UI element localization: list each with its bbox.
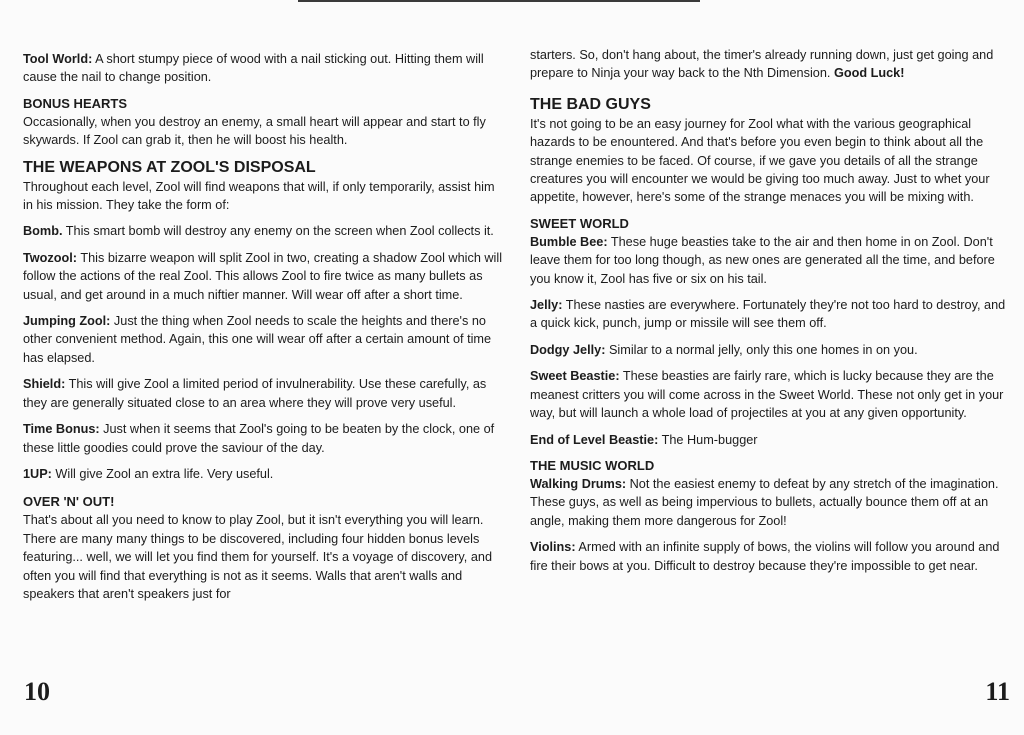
bad-guys-heading: THE BAD GUYS	[530, 95, 651, 113]
enemy-item-jelly	[530, 296, 1008, 333]
over-n-out-heading: OVER 'N' OUT!	[23, 494, 115, 510]
weapon-item-time-bonus	[23, 420, 503, 457]
term: Bomb.	[23, 224, 63, 239]
term: Jelly:	[530, 298, 563, 313]
weapon-item-jumping-zool	[23, 312, 503, 367]
music-world-heading: THE MUSIC WORLD	[530, 457, 655, 473]
description: These nasties are everywhere. Fortunately they're not too hard to destroy, and a quick kick, punch, jump or missile will see them off.	[530, 298, 1006, 331]
bad-guys-paragraph: It's not going to be an easy journey for Zool what with the various geographical hazards to be enountered. And that's before you even begin to think about all the strange enemies to be faced. Of course, if we gave you details of all the strange creatures you will encounter we would be giving too much away. Just to whet your appetite, however, here's some of the strange menaces you will be mixing with.	[530, 116, 990, 205]
left-page-column	[23, 50, 503, 611]
weapons-intro: Throughout each level, Zool will find weapons that will, if only temporarily, assist him in his mission. They take the form of:	[23, 179, 495, 213]
term: End of Level Beastie:	[530, 432, 659, 447]
page-number-right: 11	[985, 677, 1010, 706]
continuation-text: starters. So, don't hang about, the timer's already running down, just get going and prepare to Ninja your way back to the Nth Dimension.	[530, 48, 994, 81]
weapon-item-1up	[23, 465, 503, 483]
enemy-item-sweet-beastie	[530, 367, 1008, 422]
term: Time Bonus:	[23, 422, 100, 437]
description: These beasties are fairly rare, which is lucky because they are the meanest critters you will come across in the Sweet World. These not only get in your way, but will launch a whole load of projectiles at you at any given opportunity.	[530, 369, 1004, 421]
term: Jumping Zool:	[23, 314, 111, 329]
description: Not the easiest enemy to defeat by any stretch of the imagination. These guys, as well as being impervious to bullets, actually bounce them off at an angle, making them more dangerous for Zool!	[530, 476, 999, 528]
description: A short stumpy piece of wood with a nail sticking out. Hitting them will cause the nail to change position.	[23, 52, 484, 85]
enemy-item-end-of-level-beastie	[530, 431, 1008, 449]
weapon-item-shield	[23, 375, 503, 412]
bonus-hearts-heading: BONUS HEARTS	[23, 95, 128, 111]
over-n-out-paragraph: That's about all you need to know to play Zool, but it isn't everything you will learn. There are many many things to be discovered, including four hidden bonus levels featuring... well, we will let you find them for yourself. It's a voyage of discovery, and often you will find that everything is not as it seems. Walls that aren't walls and speakers that aren't speakers just for	[23, 513, 493, 601]
term: Violins:	[530, 540, 576, 555]
bonus-hearts-paragraph: Occasionally, when you destroy an enemy, a small heart will appear and start to fly skywards. If Zool can grab it, then he will boost his health.	[23, 114, 486, 148]
weapon-item-twozool	[23, 249, 503, 304]
term: Dodgy Jelly:	[530, 342, 606, 357]
description: Armed with an infinite supply of bows, the violins will follow you around and fire their bows at you. Difficult to destroy because they're impossible to get near.	[530, 540, 1000, 573]
enemy-item-bumble-bee	[530, 233, 1008, 288]
good-luck-text: Good Luck!	[833, 66, 905, 81]
term: Tool World:	[23, 52, 93, 66]
weapons-heading: THE WEAPONS AT ZOOL'S DISPOSAL	[23, 158, 316, 176]
term: Bumble Bee:	[530, 234, 608, 249]
tool-world-paragraph	[23, 50, 503, 87]
description: Just the thing when Zool needs to scale the heights and there's no other convenient method. Again, this one will wear off after a certain amount of time has elapsed.	[23, 314, 492, 365]
description: This will give Zool a limited period of invulnerability. Use these carefully, as they are generally situated close to an area where they will prove very useful.	[23, 377, 487, 410]
term: 1UP:	[23, 466, 52, 481]
continuation-paragraph	[530, 46, 1008, 83]
sweet-world-heading: SWEET WORLD	[530, 215, 629, 231]
description: This smart bomb will destroy any enemy on the screen when Zool collects it.	[62, 224, 494, 239]
weapon-item-bomb	[23, 222, 503, 240]
description: Will give Zool an extra life. Very useful.	[51, 466, 274, 481]
description: These huge beasties take to the air and then home in on Zool. Don't leave them for too long though, as new ones are generated all the time, and before you know it, Zool has five or six on his tail.	[530, 234, 995, 286]
enemy-item-walking-drums	[530, 475, 1008, 530]
page-number-left: 10	[24, 677, 50, 706]
description: This bizarre weapon will split Zool in two, creating a shadow Zool which will follow the actions of the real Zool. This allows Zool to fire twice as many bullets as usual, and get around in a much niftier manner. Will wear off after a short time.	[23, 250, 503, 302]
term: Twozool:	[23, 250, 78, 265]
term: Walking Drums:	[530, 476, 627, 491]
description: Just when it seems that Zool's going to be beaten by the clock, one of these little goodies could prove the saviour of the day.	[23, 422, 495, 455]
enemy-item-violins	[530, 538, 1008, 575]
term: Shield:	[23, 377, 66, 392]
top-rule	[298, 0, 700, 2]
term: Sweet Beastie:	[530, 369, 620, 384]
right-page-column	[530, 46, 1008, 583]
description: Similar to a normal jelly, only this one homes in on you.	[605, 342, 918, 357]
description: The Hum-bugger	[658, 432, 758, 447]
enemy-item-dodgy-jelly	[530, 341, 1008, 359]
